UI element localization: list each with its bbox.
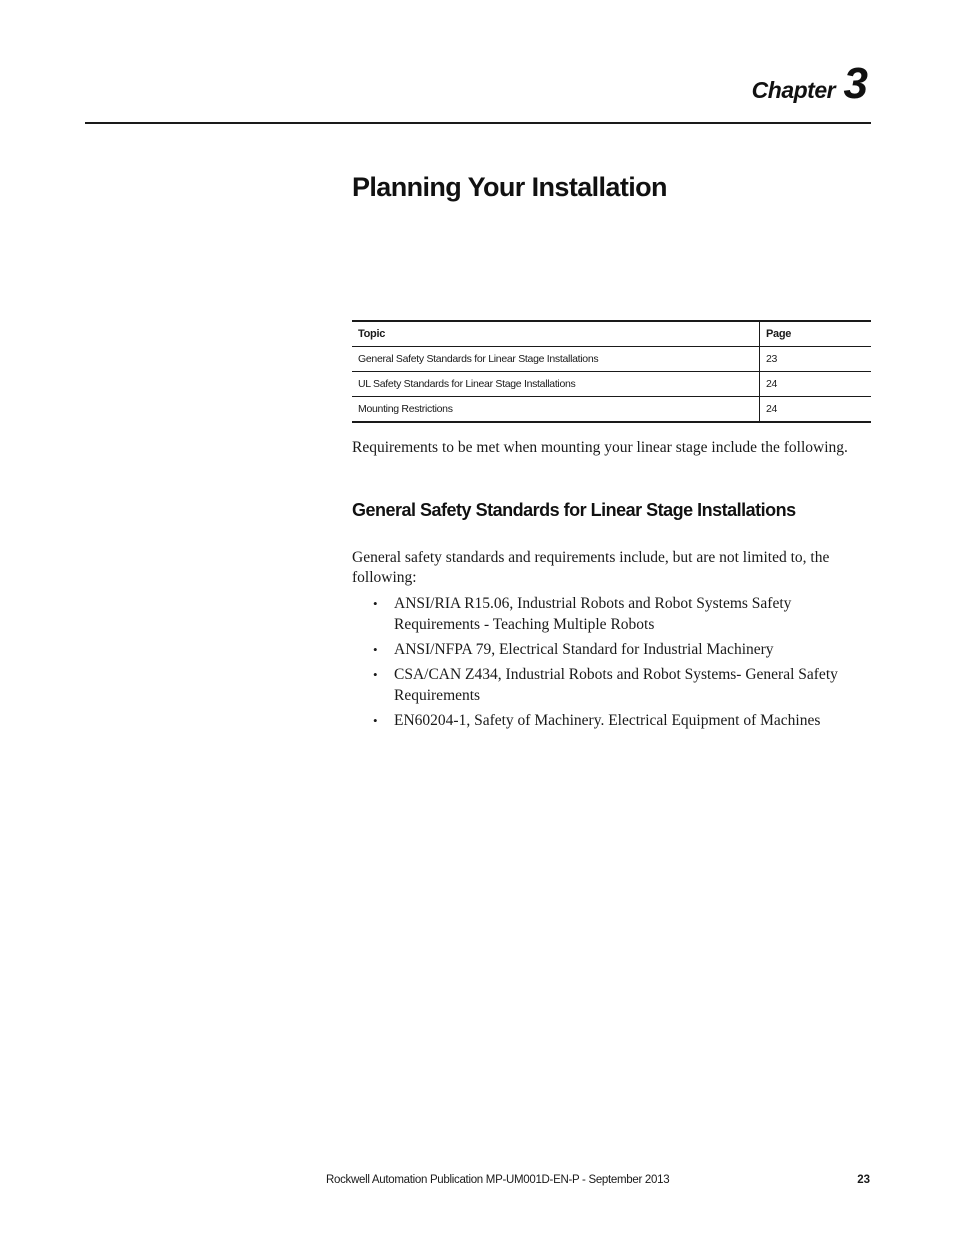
topic-cell[interactable]: General Safety Standards for Linear Stage Installations <box>352 347 760 372</box>
chapter-header <box>751 59 868 108</box>
table-row <box>352 372 871 397</box>
topic-cell[interactable]: UL Safety Standards for Linear Stage Installations <box>352 372 760 397</box>
standards-list <box>352 593 871 735</box>
list-item-text: CSA/CAN Z434, Industrial Robots and Robot Systems- General Safety Requirements <box>394 666 838 704</box>
list-item <box>352 664 871 706</box>
intro-paragraph: Requirements to be met when mounting your linear stage include the following. <box>352 439 848 456</box>
table-row <box>352 347 871 372</box>
section-body-paragraph: General safety standards and requirements include, but are not limited to, the following: <box>352 549 830 586</box>
list-item <box>352 593 871 635</box>
topic-cell[interactable]: Mounting Restrictions <box>352 397 760 423</box>
table-row <box>352 397 871 423</box>
list-item <box>352 639 871 660</box>
list-item-text: ANSI/NFPA 79, Electrical Standard for Industrial Machinery <box>394 641 774 658</box>
bullet-icon: • <box>373 713 378 728</box>
page-column-header: Page <box>760 321 872 347</box>
section-heading: General Safety Standards for Linear Stage Installations <box>352 500 796 520</box>
bullet-icon: • <box>373 596 378 611</box>
topic-column-header: Topic <box>352 321 760 347</box>
page-cell[interactable]: 23 <box>760 347 872 372</box>
topic-table <box>352 320 871 423</box>
list-item-text: EN60204-1, Safety of Machinery. Electrical Equipment of Machines <box>394 712 821 729</box>
chapter-label: Chapter <box>751 77 836 103</box>
list-item-text: ANSI/RIA R15.06, Industrial Robots and Robot Systems Safety Requirements - Teaching Multiple Robots <box>394 595 792 633</box>
bullet-icon: • <box>373 667 378 682</box>
chapter-number: 3 <box>843 59 868 108</box>
bullet-icon: • <box>373 642 378 657</box>
footer-publication: Rockwell Automation Publication MP-UM001D-EN-P - September 2013 <box>326 1174 670 1186</box>
page-title: Planning Your Installation <box>352 172 667 202</box>
table-header-row <box>352 321 871 347</box>
footer-page-number: 23 <box>857 1174 870 1186</box>
page-cell[interactable]: 24 <box>760 372 872 397</box>
list-item <box>352 710 871 731</box>
chapter-divider <box>85 122 871 124</box>
page-cell[interactable]: 24 <box>760 397 872 423</box>
